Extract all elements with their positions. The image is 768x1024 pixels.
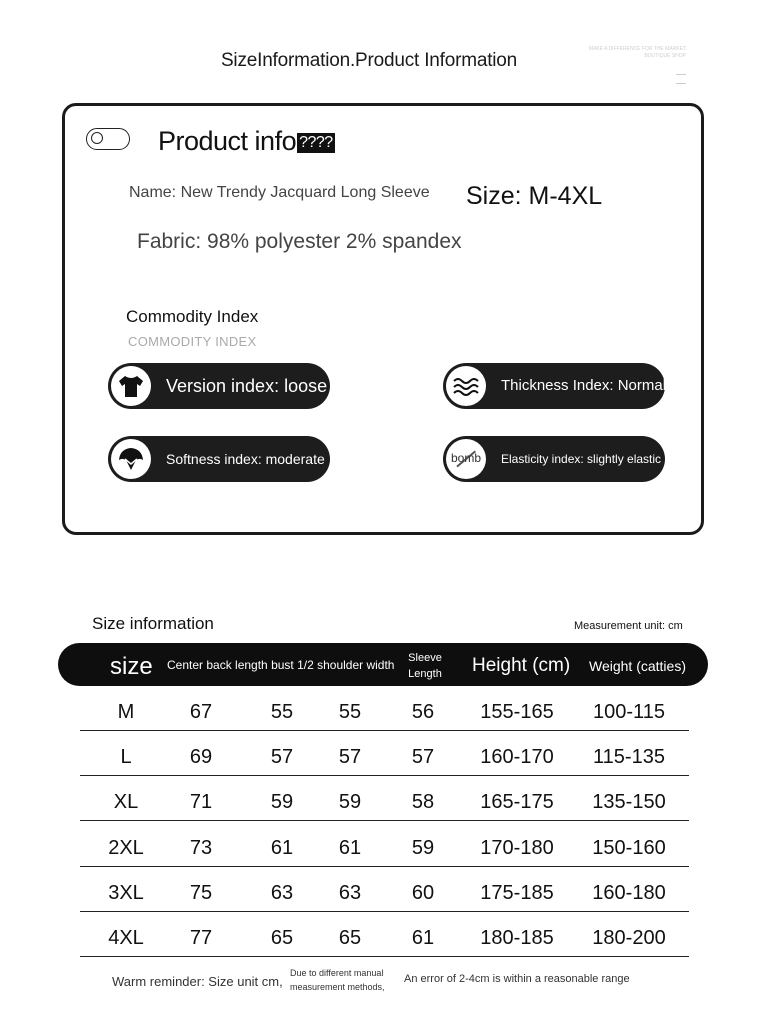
header-sleeve-line1: Sleeve: [408, 652, 442, 664]
page-title: SizeInformation.Product Information: [220, 50, 518, 71]
waves-icon: [446, 366, 486, 406]
thickness-index-label: Thickness Index: Normal: [501, 377, 667, 394]
softness-index-pill: [108, 436, 330, 482]
cell-bust: 65: [270, 927, 294, 949]
cell-height: 165-175: [480, 791, 554, 814]
version-index-label: Version index: loose: [166, 376, 328, 396]
product-info-title-text: Product info: [158, 126, 297, 156]
cell-bust: 61: [270, 836, 294, 859]
size-info-title: Size information: [92, 614, 214, 633]
cell-size: 4XL: [108, 927, 144, 949]
error-range-note: An error of 2-4cm is within a reasonable range: [404, 973, 630, 985]
cell-height: 155-165: [480, 701, 554, 723]
cell-sleeve-length: 59: [411, 836, 435, 859]
manual-measure-line1: Due to different manual: [290, 968, 384, 978]
cell-center-back-length: 69: [189, 746, 213, 769]
softness-index-label: Softness index: moderate: [166, 451, 325, 467]
cell-bust: 57: [270, 746, 294, 769]
cell-shoulder-width: 57: [338, 746, 362, 769]
garbled-text: ????: [299, 133, 333, 151]
version-index-pill: [108, 363, 330, 409]
toggle-icon: [86, 128, 130, 150]
cell-shoulder-width: 65: [338, 927, 362, 949]
cell-weight: 135-150: [592, 791, 666, 814]
cell-size: XL: [113, 791, 139, 814]
cell-weight: 180-200: [592, 927, 666, 949]
cell-center-back-length: 75: [189, 881, 213, 904]
bomb-icon-text: bomb: [450, 451, 482, 465]
table-row-divider: [80, 820, 689, 821]
cell-weight: 160-180: [592, 881, 666, 904]
cell-shoulder-width: 55: [338, 701, 362, 723]
header-measures: Center back length bust 1/2 shoulder width: [167, 658, 395, 672]
measurement-unit: Measurement unit: cm: [574, 620, 683, 632]
manual-measure-line2: measurement methods,: [290, 982, 385, 992]
cell-sleeve-length: 57: [411, 746, 435, 769]
watermark-icon: [676, 74, 686, 84]
header-sleeve-line2: Length: [408, 668, 442, 680]
cell-sleeve-length: 61: [411, 927, 435, 949]
table-row-divider: [80, 911, 689, 912]
cell-sleeve-length: 60: [411, 881, 435, 904]
cell-height: 175-185: [480, 881, 554, 904]
header-weight: Weight (catties): [589, 658, 686, 674]
cell-bust: 59: [270, 791, 294, 814]
header-size: size: [110, 653, 153, 680]
cell-center-back-length: 73: [189, 836, 213, 859]
elasticity-index-pill: [443, 436, 665, 482]
watermark-logo: MAKE A DIFFERENCE FOR THE MARKET BOUTIQUE SHOP: [588, 46, 686, 59]
table-row-divider: [80, 730, 689, 731]
cell-sleeve-length: 56: [411, 701, 435, 723]
cell-size: 2XL: [108, 836, 144, 859]
cell-shoulder-width: 61: [338, 836, 362, 859]
product-name: Name: New Trendy Jacquard Long Sleeve: [129, 184, 430, 201]
cell-shoulder-width: 63: [338, 881, 362, 904]
table-row-divider: [80, 956, 689, 957]
cell-weight: 115-135: [593, 746, 665, 769]
table-row-divider: [80, 866, 689, 867]
product-size: Size: M-4XL: [466, 182, 603, 210]
feather-icon: [111, 439, 151, 479]
thickness-index-pill: [443, 363, 665, 409]
warm-reminder: Warm reminder: Size unit cm,: [112, 974, 283, 989]
cell-weight: 150-160: [592, 836, 666, 859]
product-fabric: Fabric: 98% polyester 2% spandex: [137, 230, 462, 253]
cell-height: 160-170: [480, 746, 554, 769]
cell-size: L: [120, 746, 132, 769]
cell-bust: 63: [270, 881, 294, 904]
cell-center-back-length: 77: [189, 927, 213, 949]
commodity-index-title: Commodity Index: [126, 307, 259, 326]
product-info-title: [158, 126, 335, 157]
elastic-band-icon: [446, 439, 486, 479]
cell-sleeve-length: 58: [411, 791, 435, 814]
cell-height: 170-180: [480, 836, 554, 859]
cell-bust: 55: [270, 701, 294, 723]
elasticity-index-label: Elasticity index: slightly elastic: [501, 452, 662, 466]
cell-shoulder-width: 59: [338, 791, 362, 814]
cell-weight: 100-115: [593, 701, 665, 723]
cell-center-back-length: 67: [189, 701, 213, 723]
cell-size: 3XL: [108, 881, 144, 904]
header-height: Height (cm): [472, 655, 571, 676]
cell-size: M: [117, 701, 135, 723]
cell-height: 180-185: [480, 927, 554, 949]
cell-center-back-length: 71: [189, 791, 213, 814]
tshirt-icon: [111, 366, 151, 406]
table-row-divider: [80, 775, 689, 776]
commodity-index-subtitle: COMMODITY INDEX: [128, 334, 257, 349]
